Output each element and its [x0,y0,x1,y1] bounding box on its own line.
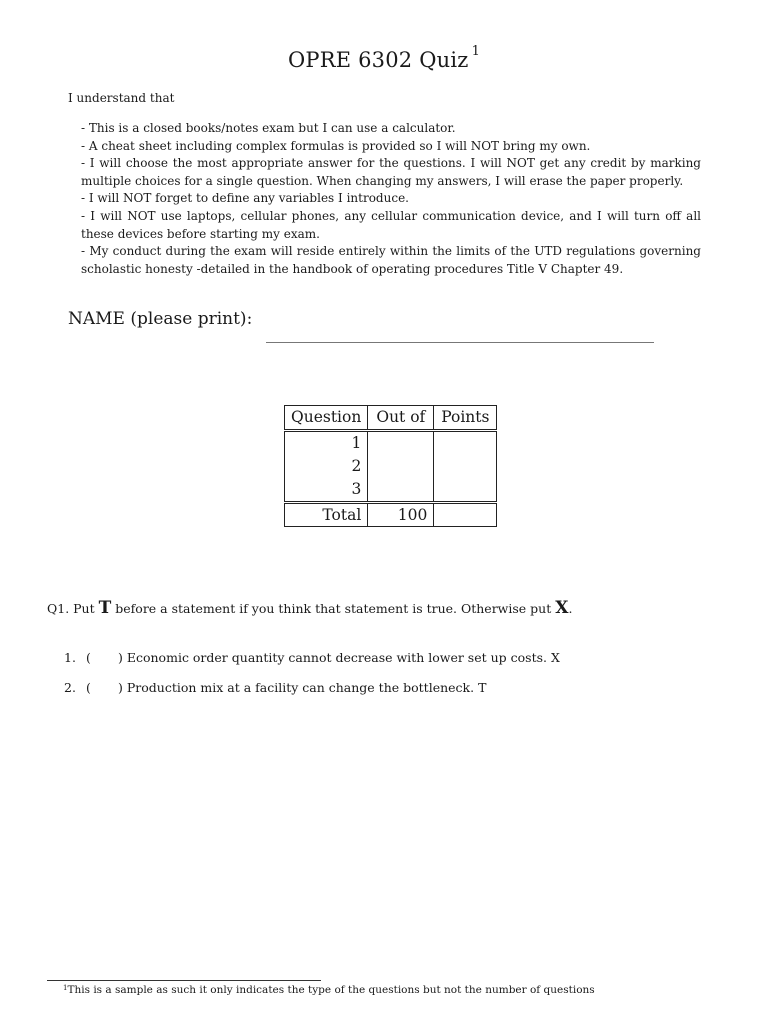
answer-blank-open[interactable]: ( [85,650,91,665]
rule-item: - This is a closed books/notes exam but I can use a calculator. [81,121,456,135]
item-answer: X [550,650,560,665]
intro-text: I understand that [68,91,175,105]
score-table-header [285,406,497,431]
answer-blank-close: ) [117,650,123,665]
rule-item: - I will NOT forget to define any variables I introduce. [81,191,409,206]
row-points[interactable] [434,455,497,478]
q1-prefix: Q1. Put [47,601,95,616]
score-table [284,405,497,527]
name-write-line[interactable] [266,342,654,343]
q1-false-mark: X [555,598,569,618]
row-question: 3 [285,478,368,503]
rule-item: - I will NOT use laptops, cellular phones, any cellular communication device, and I will turn off all these devices before starting my exam. [81,208,701,241]
total-out-of: 100 [368,503,434,527]
item-answer: T [478,680,487,695]
rules-list [81,120,701,278]
answer-blank-close: ) [117,680,123,695]
row-question: 1 [285,431,368,456]
list-item [64,680,486,695]
footnote-mark: 1 [63,984,68,992]
page-title [0,44,768,72]
table-row [285,431,497,456]
name-label: NAME (please print): [68,309,253,329]
item-statement: Production mix at a facility can change the bottleneck. [126,680,475,695]
row-out-of [368,431,434,456]
item-number: 1. [64,650,76,665]
footnote-text: This is a sample as such it only indicates the type of the questions but not the number of questions [67,984,595,996]
answer-blank-open[interactable]: ( [85,680,91,695]
title-text: OPRE 6302 Quiz [287,48,469,72]
list-item [64,650,560,665]
question-1-instructions [47,598,572,618]
total-label: Total [285,503,368,527]
footnote-divider [47,980,321,981]
rule-item: - A cheat sheet including complex formulas is provided so I will NOT bring my own. [81,138,591,153]
item-number: 2. [64,680,76,695]
row-points[interactable] [434,431,497,456]
row-points[interactable] [434,478,497,503]
row-question: 2 [285,455,368,478]
q1-middle: before a statement if you think that statement is true. Otherwise put [115,601,552,616]
row-out-of [368,478,434,503]
header-points: Points [434,406,497,431]
total-points[interactable] [434,503,497,527]
item-statement: Economic order quantity cannot decrease with lower set up costs. [126,650,547,665]
table-row [285,478,497,503]
footnote [63,984,595,996]
header-out-of: Out of [368,406,434,431]
row-out-of [368,455,434,478]
q1-true-mark: T [98,598,112,618]
header-question: Question [285,406,368,431]
total-row [285,503,497,527]
table-row [285,455,497,478]
title-footnote-mark: 1 [471,44,481,59]
rule-item: - I will choose the most appropriate answer for the questions. I will NOT get any credit by marking multiple choices for a single question. When changing my answers, I will erase the paper properly. [81,156,701,188]
q1-suffix: . [568,601,573,616]
rule-item: - My conduct during the exam will reside entirely within the limits of the UTD regulations governing scholastic honesty -detailed in the handbook of operating procedures Title V Chapter 49. [81,244,701,276]
